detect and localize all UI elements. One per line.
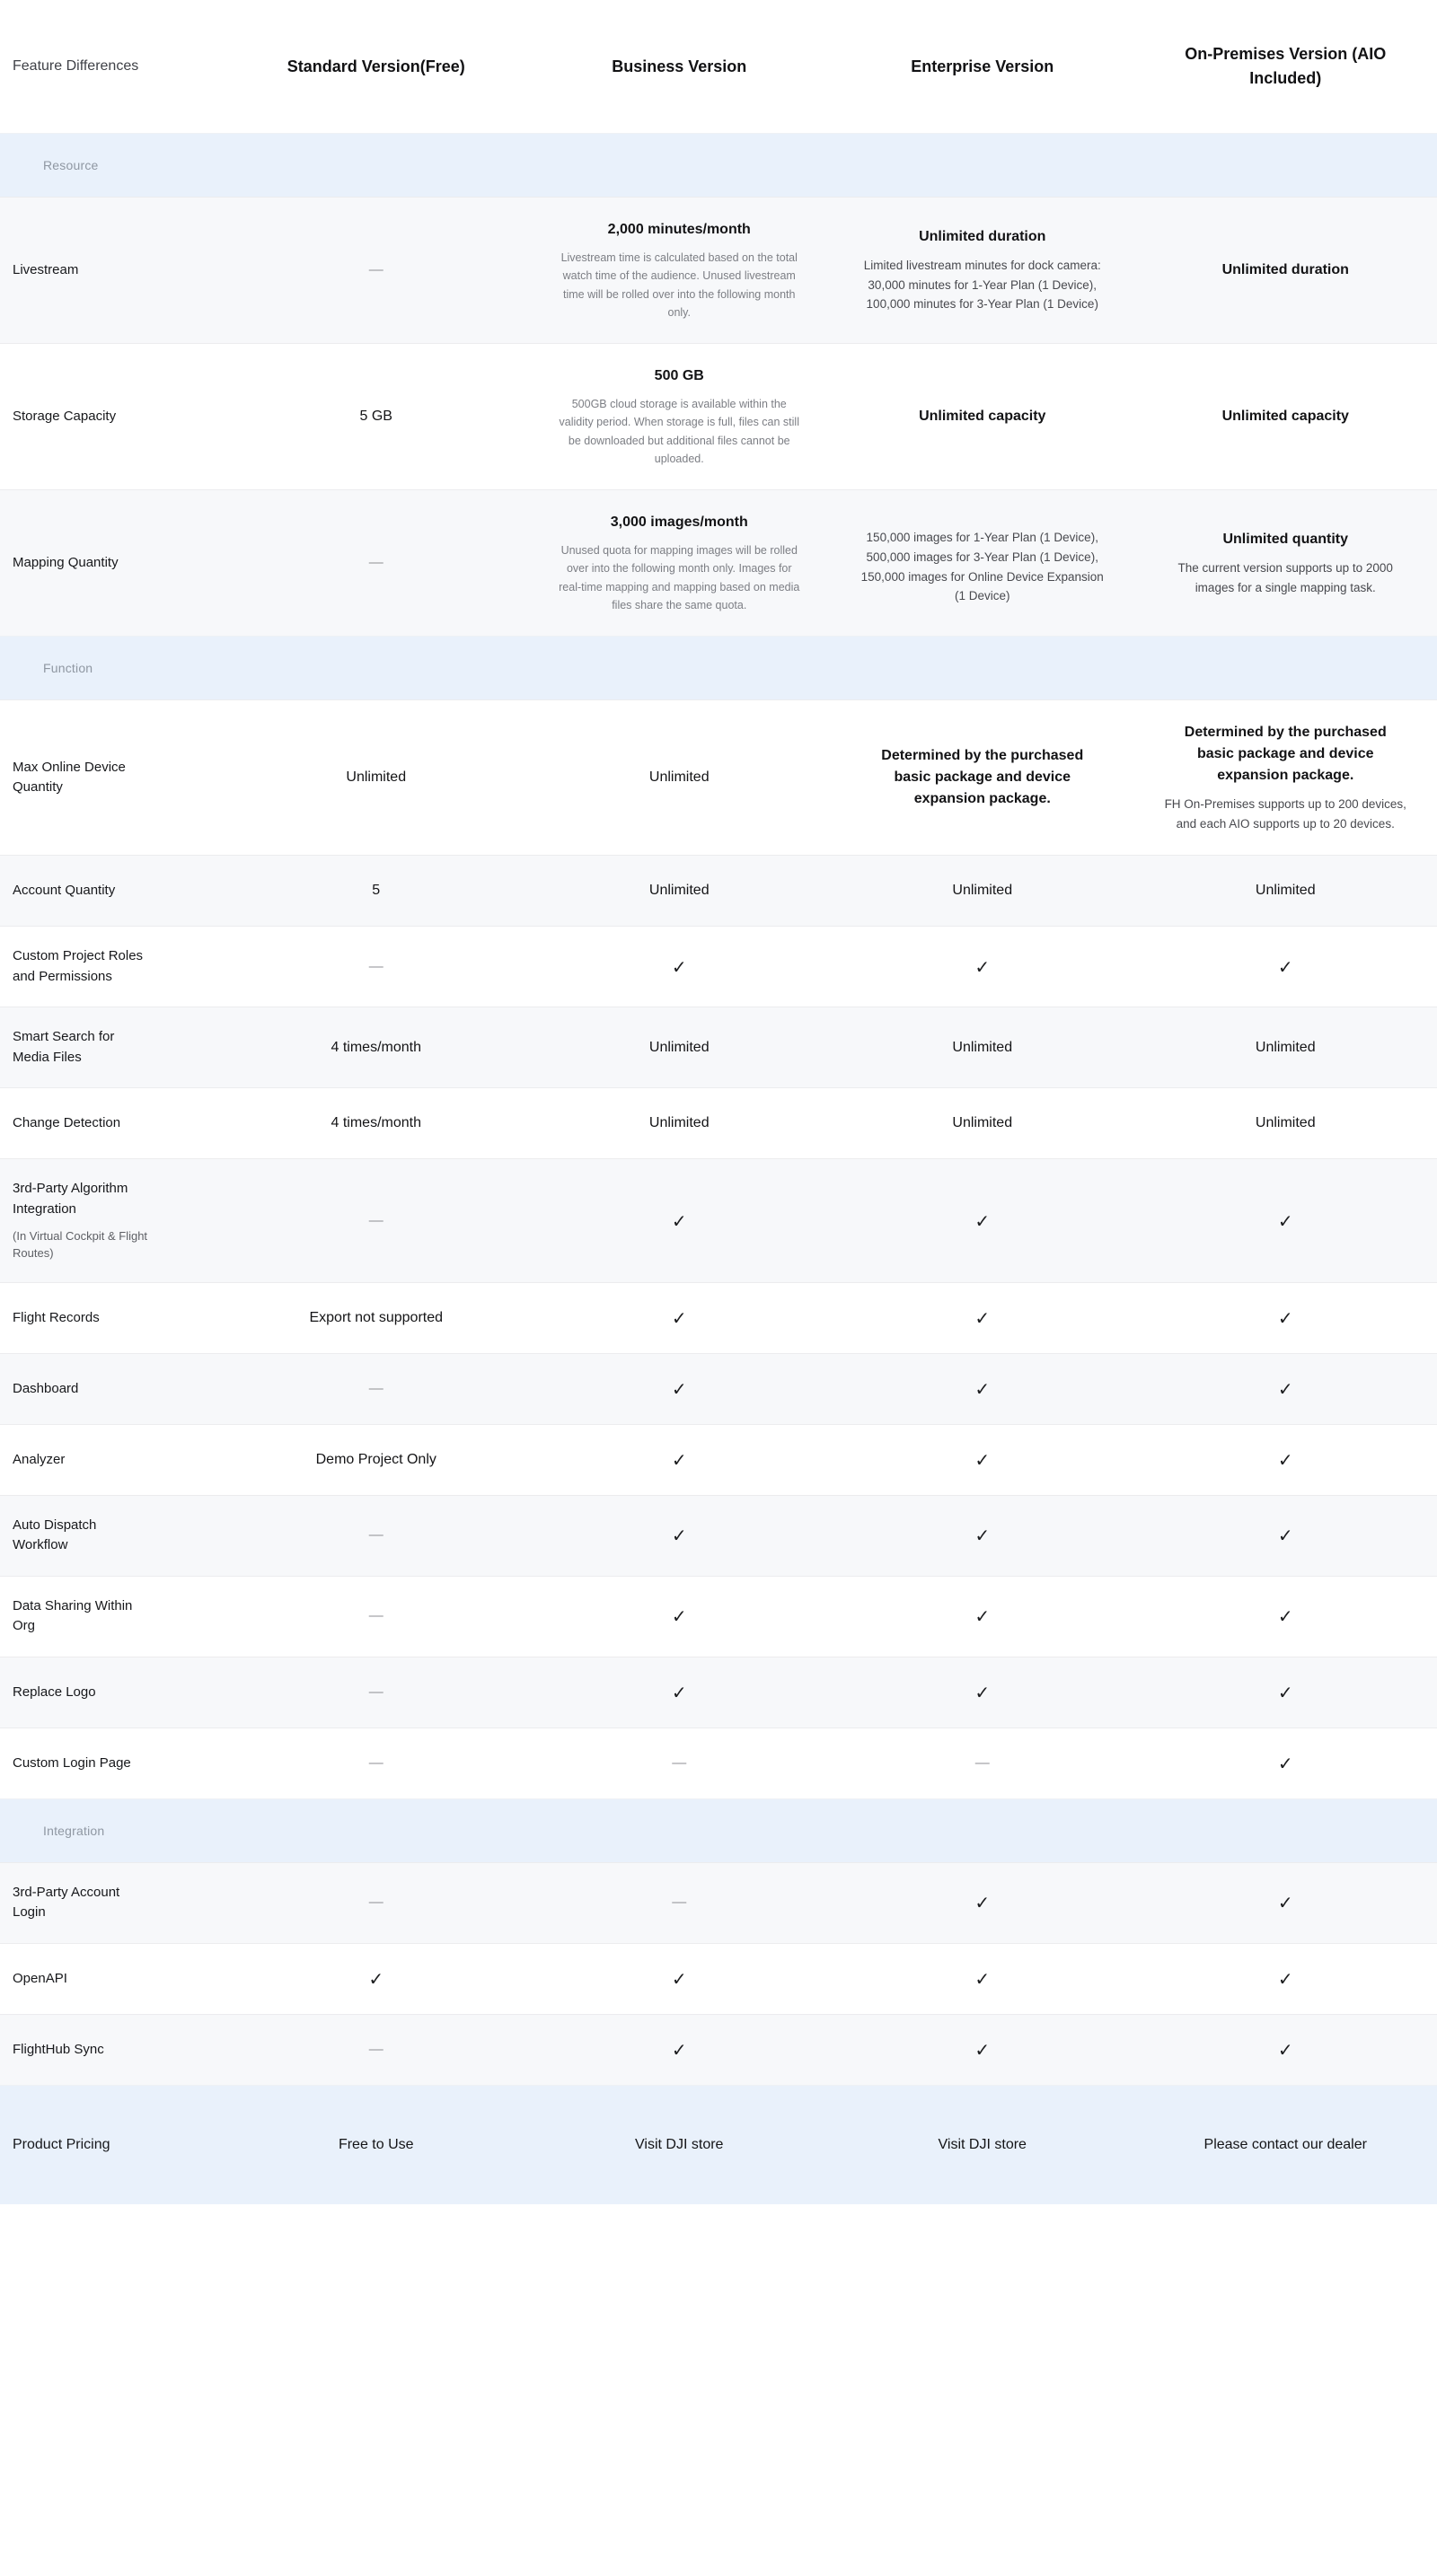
table-row-livestream — [0, 197, 1437, 343]
cell-replace-logo-on-premises — [1134, 1657, 1437, 1728]
check-icon: ✓ — [974, 1209, 991, 1232]
section-label: Integration — [43, 1823, 105, 1838]
feature-label-cell — [0, 490, 225, 636]
section-label: Resource — [43, 158, 99, 172]
dash-icon: — — [368, 1754, 383, 1771]
check-icon: ✓ — [974, 1525, 991, 1547]
cell-max-online-device-quantity-standard — [225, 700, 528, 855]
check-icon: ✓ — [974, 1681, 991, 1703]
dash-icon: — — [368, 1608, 383, 1624]
cell-value: 5 — [372, 883, 381, 899]
feature-label-cell — [0, 1728, 225, 1798]
cell-value: Unlimited — [952, 1115, 1013, 1131]
feature-column-header: Feature Differences — [13, 57, 139, 74]
feature-label: Storage Capacity — [13, 408, 117, 424]
cell-storage-capacity-enterprise — [831, 344, 1134, 489]
check-icon: ✓ — [1277, 1605, 1293, 1628]
feature-label-cell — [0, 1354, 225, 1424]
cell-storage-capacity-standard — [225, 344, 528, 489]
cell-data-sharing-within-org-standard — [225, 1577, 528, 1657]
cell-analyzer-standard — [225, 1425, 528, 1495]
feature-label: FlightHub Sync — [13, 2041, 104, 2057]
cell-change-detection-enterprise — [831, 1088, 1134, 1158]
cell-value: Unlimited capacity — [1221, 409, 1349, 424]
table-row-openapi — [0, 1943, 1437, 2014]
cell-smart-search-for-media-files-enterprise — [831, 1007, 1134, 1087]
cell-value: Unlimited duration — [1221, 262, 1349, 277]
check-icon: ✓ — [1277, 1448, 1293, 1471]
check-icon: ✓ — [974, 955, 991, 978]
cell-value: Determined by the purchased basic package and device expansion package. — [881, 748, 1084, 807]
check-icon: ✓ — [974, 2038, 991, 2061]
column-header-standard — [225, 55, 528, 79]
feature-label: 3rd-Party Account Login — [13, 1884, 120, 1921]
feature-label-cell — [0, 2015, 225, 2085]
cell-mapping-quantity-enterprise — [831, 490, 1134, 636]
feature-label-cell — [0, 1283, 225, 1353]
cell-value: Unlimited — [648, 769, 710, 786]
cell-3rd-party-account-login-business — [528, 1863, 832, 1943]
feature-label-cell — [0, 198, 225, 343]
cell-replace-logo-business — [528, 1657, 832, 1728]
check-icon: ✓ — [1277, 955, 1293, 978]
cell-value: Unlimited — [648, 1039, 710, 1055]
cell-custom-login-page-on-premises — [1134, 1728, 1437, 1798]
dash-icon: — — [368, 2041, 383, 2057]
column-header-business — [528, 55, 832, 79]
check-icon: ✓ — [671, 1377, 687, 1400]
cell-value: Unlimited capacity — [919, 409, 1046, 424]
feature-label-cell — [0, 1007, 225, 1087]
cell-note: 500GB cloud storage is available within the validity period. When storage is full, files can still be downloaded but additional files cannot be uploaded. — [559, 398, 799, 465]
cell-auto-dispatch-workflow-business — [528, 1496, 832, 1576]
dash-icon: — — [368, 555, 383, 570]
table-row-storage-capacity — [0, 343, 1437, 489]
table-row-max-online-device-quantity — [0, 699, 1437, 855]
table-row-auto-dispatch-workflow — [0, 1495, 1437, 1576]
cell-storage-capacity-business — [528, 344, 832, 489]
cell-value: Determined by the purchased basic package and device expansion package. — [1184, 725, 1387, 783]
cell-3rd-party-account-login-standard — [225, 1863, 528, 1943]
cell-flight-records-business — [528, 1283, 832, 1353]
feature-label: Smart Search for Media Files — [13, 1029, 115, 1065]
cell-note: FH On-Premises supports up to 200 devices, and each AIO supports up to 20 devices. — [1164, 797, 1406, 831]
cell-dashboard-business — [528, 1354, 832, 1424]
check-icon: ✓ — [1277, 1209, 1293, 1232]
cell-value: Unlimited quantity — [1222, 531, 1349, 547]
cell-max-online-device-quantity-on-premises — [1134, 700, 1437, 855]
cell-analyzer-business — [528, 1425, 832, 1495]
cell-mapping-quantity-standard — [225, 490, 528, 636]
cell-account-quantity-standard — [225, 856, 528, 926]
cell-custom-project-roles-and-permissions-standard — [225, 927, 528, 1007]
cell-3rd-party-algorithm-integration-business — [528, 1159, 832, 1282]
cell-data-sharing-within-org-on-premises — [1134, 1577, 1437, 1657]
check-icon: ✓ — [1277, 1525, 1293, 1547]
cell-livestream-standard — [225, 198, 528, 343]
cell-replace-logo-enterprise — [831, 1657, 1134, 1728]
cell-value: 4 times/month — [331, 1039, 421, 1055]
cell-auto-dispatch-workflow-on-premises — [1134, 1496, 1437, 1576]
feature-label: Analyzer — [13, 1451, 66, 1467]
dash-icon: — — [368, 1380, 383, 1396]
feature-label: Max Online Device Quantity — [13, 759, 126, 796]
cell-value: Unlimited duration — [919, 229, 1046, 245]
feature-label: Mapping Quantity — [13, 554, 119, 570]
feature-label-cell — [0, 1088, 225, 1158]
cell-change-detection-on-premises — [1134, 1088, 1437, 1158]
column-header-label: Business Version — [612, 57, 747, 75]
cell-custom-login-page-enterprise — [831, 1728, 1134, 1798]
feature-label: Auto Dispatch Workflow — [13, 1517, 97, 1553]
cell-change-detection-standard — [225, 1088, 528, 1158]
cell-value: 3,000 images/month — [610, 514, 748, 530]
cell-custom-project-roles-and-permissions-on-premises — [1134, 927, 1437, 1007]
feature-label: Custom Login Page — [13, 1754, 131, 1771]
check-icon: ✓ — [671, 1681, 687, 1703]
cell-account-quantity-enterprise — [831, 856, 1134, 926]
cell-product-pricing-on-premises[interactable]: Please contact our dealer — [1203, 2136, 1367, 2152]
feature-sublabel: (In Virtual Cockpit & Flight Routes) — [13, 1229, 148, 1261]
table-row-custom-login-page — [0, 1728, 1437, 1798]
section-header-function — [0, 636, 1437, 699]
cell-3rd-party-algorithm-integration-enterprise — [831, 1159, 1134, 1282]
cell-value: Unlimited — [952, 1039, 1013, 1055]
cell-value: Demo Project Only — [315, 1451, 436, 1467]
cell-data-sharing-within-org-enterprise — [831, 1577, 1134, 1657]
cell-value: Unlimited — [952, 883, 1013, 899]
feature-label: Replace Logo — [13, 1684, 96, 1700]
cell-note: Unused quota for mapping images will be rolled over into the following month only. Images for real-time mapping and mapping based on media files share the same quota. — [559, 544, 800, 611]
table-row-analyzer — [0, 1424, 1437, 1495]
cell-value: Unlimited — [1255, 883, 1316, 899]
cell-max-online-device-quantity-business — [528, 700, 832, 855]
check-icon: ✓ — [974, 1967, 991, 1990]
check-icon: ✓ — [671, 1967, 687, 1990]
section-header-resource — [0, 133, 1437, 197]
cell-3rd-party-account-login-on-premises — [1134, 1863, 1437, 1943]
column-header-label: Standard Version(Free) — [287, 57, 465, 75]
cell-replace-logo-standard — [225, 1657, 528, 1728]
cell-analyzer-on-premises — [1134, 1425, 1437, 1495]
feature-label-cell — [0, 1657, 225, 1728]
cell-smart-search-for-media-files-business — [528, 1007, 832, 1087]
cell-openapi-enterprise — [831, 1944, 1134, 2014]
table-row-3rd-party-algorithm-integration — [0, 1158, 1437, 1282]
check-icon: ✓ — [1277, 1681, 1293, 1703]
cell-storage-capacity-on-premises — [1134, 344, 1437, 489]
feature-label: Data Sharing Within Org — [13, 1597, 133, 1634]
cell-data-sharing-within-org-business — [528, 1577, 832, 1657]
cell-value: Unlimited — [1255, 1039, 1316, 1055]
check-icon: ✓ — [1277, 1752, 1293, 1774]
dash-icon: — — [672, 1754, 687, 1771]
cell-custom-login-page-standard — [225, 1728, 528, 1798]
dash-icon: — — [368, 1895, 383, 1911]
cell-custom-login-page-business — [528, 1728, 832, 1798]
feature-label-cell — [0, 700, 225, 855]
feature-label: Account Quantity — [13, 882, 116, 898]
table-row-replace-logo — [0, 1657, 1437, 1728]
table-row-3rd-party-account-login — [0, 1862, 1437, 1943]
check-icon: ✓ — [974, 1605, 991, 1628]
dash-icon: — — [368, 262, 383, 277]
cell-livestream-business — [528, 198, 832, 343]
cell-note: Livestream time is calculated based on the total watch time of the audience. Unused livestream time will be rolled over into the following month only. — [560, 251, 798, 319]
cell-account-quantity-business — [528, 856, 832, 926]
cell-change-detection-business — [528, 1088, 832, 1158]
cell-flight-records-enterprise — [831, 1283, 1134, 1353]
section-header-integration — [0, 1798, 1437, 1862]
table-row-product-pricing — [0, 2085, 1437, 2204]
check-icon: ✓ — [1277, 1377, 1293, 1400]
check-icon: ✓ — [671, 1605, 687, 1628]
table-row-flighthub-sync — [0, 2014, 1437, 2085]
check-icon: ✓ — [1277, 2038, 1293, 2061]
table-header-row — [0, 0, 1437, 133]
cell-product-pricing-standard: Free to Use — [338, 2136, 414, 2152]
check-icon: ✓ — [368, 1967, 384, 1990]
feature-label: Flight Records — [13, 1309, 100, 1325]
cell-flighthub-sync-on-premises — [1134, 2015, 1437, 2085]
table-row-account-quantity — [0, 855, 1437, 926]
column-header-on-premises — [1134, 42, 1437, 91]
cell-note: 150,000 images for 1-Year Plan (1 Device), 500,000 images for 3-Year Plan (1 Device), 150,000 images for Online Device Expansion (1 Device) — [860, 531, 1104, 603]
cell-3rd-party-account-login-enterprise — [831, 1863, 1134, 1943]
cell-analyzer-enterprise — [831, 1425, 1134, 1495]
feature-label-cell — [0, 927, 225, 1007]
cell-mapping-quantity-on-premises — [1134, 490, 1437, 636]
cell-value: 500 GB — [654, 368, 704, 383]
feature-label: Livestream — [13, 261, 79, 277]
table-row-flight-records — [0, 1282, 1437, 1353]
check-icon: ✓ — [974, 1306, 991, 1329]
feature-label: 3rd-Party Algorithm Integration — [13, 1181, 128, 1217]
cell-auto-dispatch-workflow-enterprise — [831, 1496, 1134, 1576]
feature-label-cell — [0, 344, 225, 489]
cell-value: Unlimited — [346, 769, 407, 786]
dash-icon: — — [672, 1895, 687, 1911]
cell-3rd-party-algorithm-integration-standard — [225, 1159, 528, 1282]
table-row-data-sharing-within-org — [0, 1576, 1437, 1657]
cell-max-online-device-quantity-enterprise — [831, 700, 1134, 855]
cell-product-pricing-enterprise[interactable]: Visit DJI store — [938, 2136, 1027, 2152]
cell-flighthub-sync-enterprise — [831, 2015, 1134, 2085]
cell-value: 2,000 minutes/month — [607, 222, 751, 237]
cell-smart-search-for-media-files-standard — [225, 1007, 528, 1087]
cell-openapi-business — [528, 1944, 832, 2014]
cell-custom-project-roles-and-permissions-business — [528, 927, 832, 1007]
check-icon: ✓ — [671, 2038, 687, 2061]
dash-icon: — — [368, 1684, 383, 1700]
cell-flight-records-on-premises — [1134, 1283, 1437, 1353]
feature-label-cell — [0, 1159, 225, 1282]
dash-icon: — — [368, 1527, 383, 1543]
cell-value: 5 GB — [359, 409, 392, 424]
cell-openapi-on-premises — [1134, 1944, 1437, 2014]
cell-dashboard-standard — [225, 1354, 528, 1424]
table-row-dashboard — [0, 1353, 1437, 1424]
bottom-spacer — [0, 2204, 1437, 2240]
cell-livestream-enterprise — [831, 198, 1134, 343]
feature-label: OpenAPI — [13, 1970, 67, 1986]
section-label: Function — [43, 661, 93, 675]
feature-label-cell — [0, 1496, 225, 1576]
column-header-label: Enterprise Version — [911, 57, 1054, 75]
cell-dashboard-enterprise — [831, 1354, 1134, 1424]
cell-value: Export not supported — [309, 1309, 444, 1325]
cell-note: The current version supports up to 2000 images for a single mapping task. — [1177, 560, 1393, 594]
check-icon: ✓ — [671, 1448, 687, 1471]
table-row-mapping-quantity — [0, 489, 1437, 636]
cell-mapping-quantity-business — [528, 490, 832, 636]
check-icon: ✓ — [671, 1209, 687, 1232]
cell-account-quantity-on-premises — [1134, 856, 1437, 926]
check-icon: ✓ — [974, 1448, 991, 1471]
check-icon: ✓ — [671, 1306, 687, 1329]
check-icon: ✓ — [1277, 1967, 1293, 1990]
check-icon: ✓ — [974, 1892, 991, 1914]
cell-value: 4 times/month — [331, 1115, 421, 1131]
dash-icon: — — [368, 1212, 383, 1228]
cell-product-pricing-business[interactable]: Visit DJI store — [635, 2136, 724, 2152]
cell-flighthub-sync-business — [528, 2015, 832, 2085]
feature-label-cell — [0, 1425, 225, 1495]
feature-label: Change Detection — [13, 1114, 121, 1130]
table-row-custom-project-roles-and-permissions — [0, 926, 1437, 1007]
check-icon: ✓ — [974, 1377, 991, 1400]
check-icon: ✓ — [1277, 1306, 1293, 1329]
column-header-enterprise — [831, 55, 1134, 79]
pricing-row-label: Product Pricing — [13, 2136, 110, 2152]
cell-value: Unlimited — [648, 883, 710, 899]
cell-smart-search-for-media-files-on-premises — [1134, 1007, 1437, 1087]
feature-label: Dashboard — [13, 1380, 79, 1396]
cell-livestream-on-premises — [1134, 198, 1437, 343]
cell-openapi-standard — [225, 1944, 528, 2014]
dash-icon: — — [368, 958, 383, 974]
table-body — [0, 133, 1437, 2085]
table-row-change-detection — [0, 1087, 1437, 1158]
cell-note: Limited livestream minutes for dock camera: 30,000 minutes for 1-Year Plan (1 Device), 100,000 minutes for 3-Year Plan (1 Device) — [863, 259, 1101, 312]
feature-label: Custom Project Roles and Permissions — [13, 948, 144, 984]
check-icon: ✓ — [671, 955, 687, 978]
cell-dashboard-on-premises — [1134, 1354, 1437, 1424]
check-icon: ✓ — [671, 1525, 687, 1547]
cell-3rd-party-algorithm-integration-on-premises — [1134, 1159, 1437, 1282]
cell-flighthub-sync-standard — [225, 2015, 528, 2085]
dash-icon: — — [974, 1754, 990, 1771]
check-icon: ✓ — [1277, 1892, 1293, 1914]
cell-auto-dispatch-workflow-standard — [225, 1496, 528, 1576]
table-row-smart-search-for-media-files — [0, 1007, 1437, 1087]
cell-flight-records-standard — [225, 1283, 528, 1353]
column-header-label: On-Premises Version (AIO Included) — [1185, 45, 1387, 87]
feature-label-cell — [0, 1863, 225, 1943]
cell-custom-project-roles-and-permissions-enterprise — [831, 927, 1134, 1007]
cell-value: Unlimited — [1255, 1115, 1316, 1131]
feature-label-cell — [0, 856, 225, 926]
cell-value: Unlimited — [648, 1115, 710, 1131]
feature-label-cell — [0, 1944, 225, 2014]
feature-label-cell — [0, 1577, 225, 1657]
